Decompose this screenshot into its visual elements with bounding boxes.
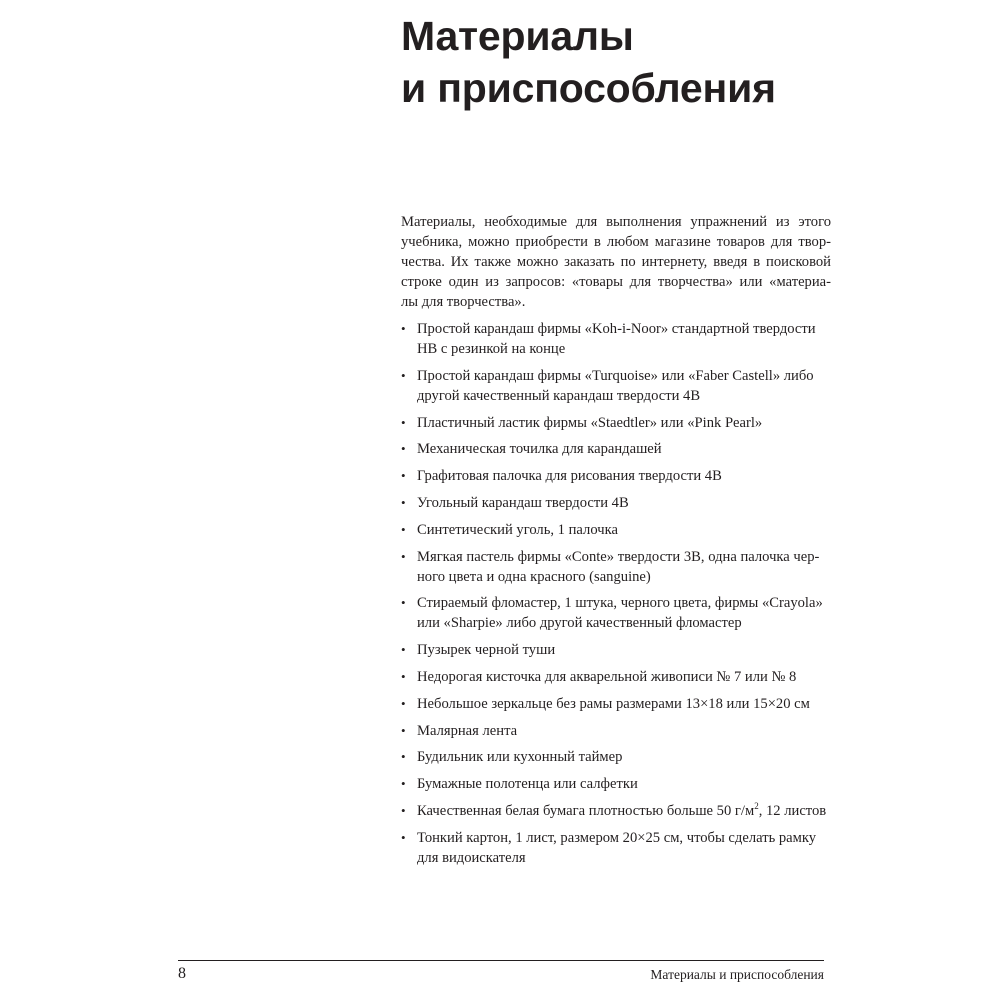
list-item (401, 593, 831, 633)
list-item (401, 774, 831, 794)
bullet-icon: • (401, 321, 406, 336)
bullet-icon: • (401, 548, 406, 564)
list-item-text: Малярная лента (417, 722, 518, 739)
list-item-text: ного цвета и одна красного (sanguine) (417, 568, 651, 585)
list-item-text: Мягкая пастель фирмы «Conte» твердости 3B, одна палочка чер- (417, 548, 820, 565)
list-item (401, 828, 831, 868)
page-body (401, 212, 831, 875)
bullet-icon: • (401, 722, 406, 738)
bullet-icon: • (401, 595, 406, 611)
intro-line: строке один из запросов: «товары для творчества» или «материа- (401, 274, 831, 290)
list-item (401, 319, 831, 359)
list-item-text: Будильник или кухонный таймер (417, 749, 623, 766)
list-item (401, 801, 831, 821)
list-item (401, 747, 831, 767)
list-item-text: Угольный карандаш твердости 4B (417, 494, 629, 511)
square-superscript: 2 (754, 801, 759, 812)
list-item (401, 439, 831, 459)
footer-divider (178, 960, 824, 961)
bullet-icon: • (401, 494, 406, 510)
list-item-text: Стираемый фломастер, 1 штука, черного цвета, фирмы «Crayola» (417, 595, 823, 612)
intro-line: Материалы, необходимые для выполнения упражнений из этого (401, 214, 831, 230)
list-item (401, 694, 831, 714)
paper-text: Качественная белая бумага плотностью больше 50 г/м (417, 802, 755, 819)
list-item-text: Простой карандаш фирмы «Koh-i-Noor» стандартной твердости (417, 321, 816, 337)
list-item-text: Механическая точилка для карандашей (417, 441, 662, 458)
list-item-text: Недорогая кисточка для акварельной живописи № 7 или № 8 (417, 668, 797, 685)
list-item (401, 520, 831, 540)
list-item-text: Графитовая палочка для рисования твердости 4B (417, 468, 722, 485)
bullet-icon: • (401, 367, 406, 383)
bullet-icon: • (401, 521, 406, 537)
bullet-icon: • (401, 749, 406, 765)
list-item-text: Бумажные полотенца или салфетки (417, 776, 638, 793)
list-item (401, 667, 831, 687)
bullet-icon: • (401, 468, 406, 484)
running-title: Материалы и приспособления (650, 967, 824, 982)
list-item-text: Небольшое зеркальце без рамы размерами 13×18 или 15×20 см (417, 695, 810, 712)
list-item-text: для видоискателя (417, 849, 526, 866)
list-item-text: Синтетический уголь, 1 палочка (417, 521, 618, 538)
page-title-line-1: Материалы (401, 13, 634, 59)
intro-line: чества. Их также можно заказать по интернету, введя в поисковой (401, 254, 831, 270)
intro-paragraph (401, 212, 831, 312)
bullet-icon: • (401, 695, 406, 711)
intro-line: лы для творчества». (401, 294, 526, 310)
list-item (401, 640, 831, 660)
list-item (401, 547, 831, 587)
page-title-line-2: и приспособления (401, 65, 776, 111)
list-item-text (417, 801, 831, 821)
bullet-icon: • (401, 776, 406, 792)
intro-line: учебника, можно приобрести в любом магазине товаров для твор- (401, 234, 831, 250)
list-item-text: Пластичный ластик фирмы «Staedtler» или «Pink Pearl» (417, 414, 763, 431)
list-item (401, 366, 831, 406)
bullet-icon: • (401, 802, 406, 818)
list-item-text: Пузырек черной туши (417, 642, 556, 659)
page-number: 8 (178, 965, 186, 982)
list-item-text: HB с резинкой на конце (417, 341, 566, 357)
bullet-icon: • (401, 414, 406, 430)
list-item (401, 466, 831, 486)
list-item (401, 413, 831, 433)
paper-count: , 12 листов (758, 802, 827, 819)
page-title (401, 10, 776, 114)
list-item-text: Тонкий картон, 1 лист, размером 20×25 см, чтобы сделать рамку (417, 829, 817, 846)
bullet-icon: • (401, 642, 406, 658)
list-item-text: Простой карандаш фирмы «Turquoise» или «Faber Castell» либо (417, 367, 814, 384)
list-item-text: или «Sharpie» либо другой качественный фломастер (417, 615, 742, 632)
bullet-icon: • (401, 829, 406, 845)
list-item (401, 493, 831, 513)
list-item (401, 721, 831, 741)
bullet-icon: • (401, 668, 406, 684)
bullet-icon: • (401, 441, 406, 457)
list-item-text: другой качественный карандаш твердости 4B (417, 387, 701, 404)
materials-list (401, 319, 831, 868)
